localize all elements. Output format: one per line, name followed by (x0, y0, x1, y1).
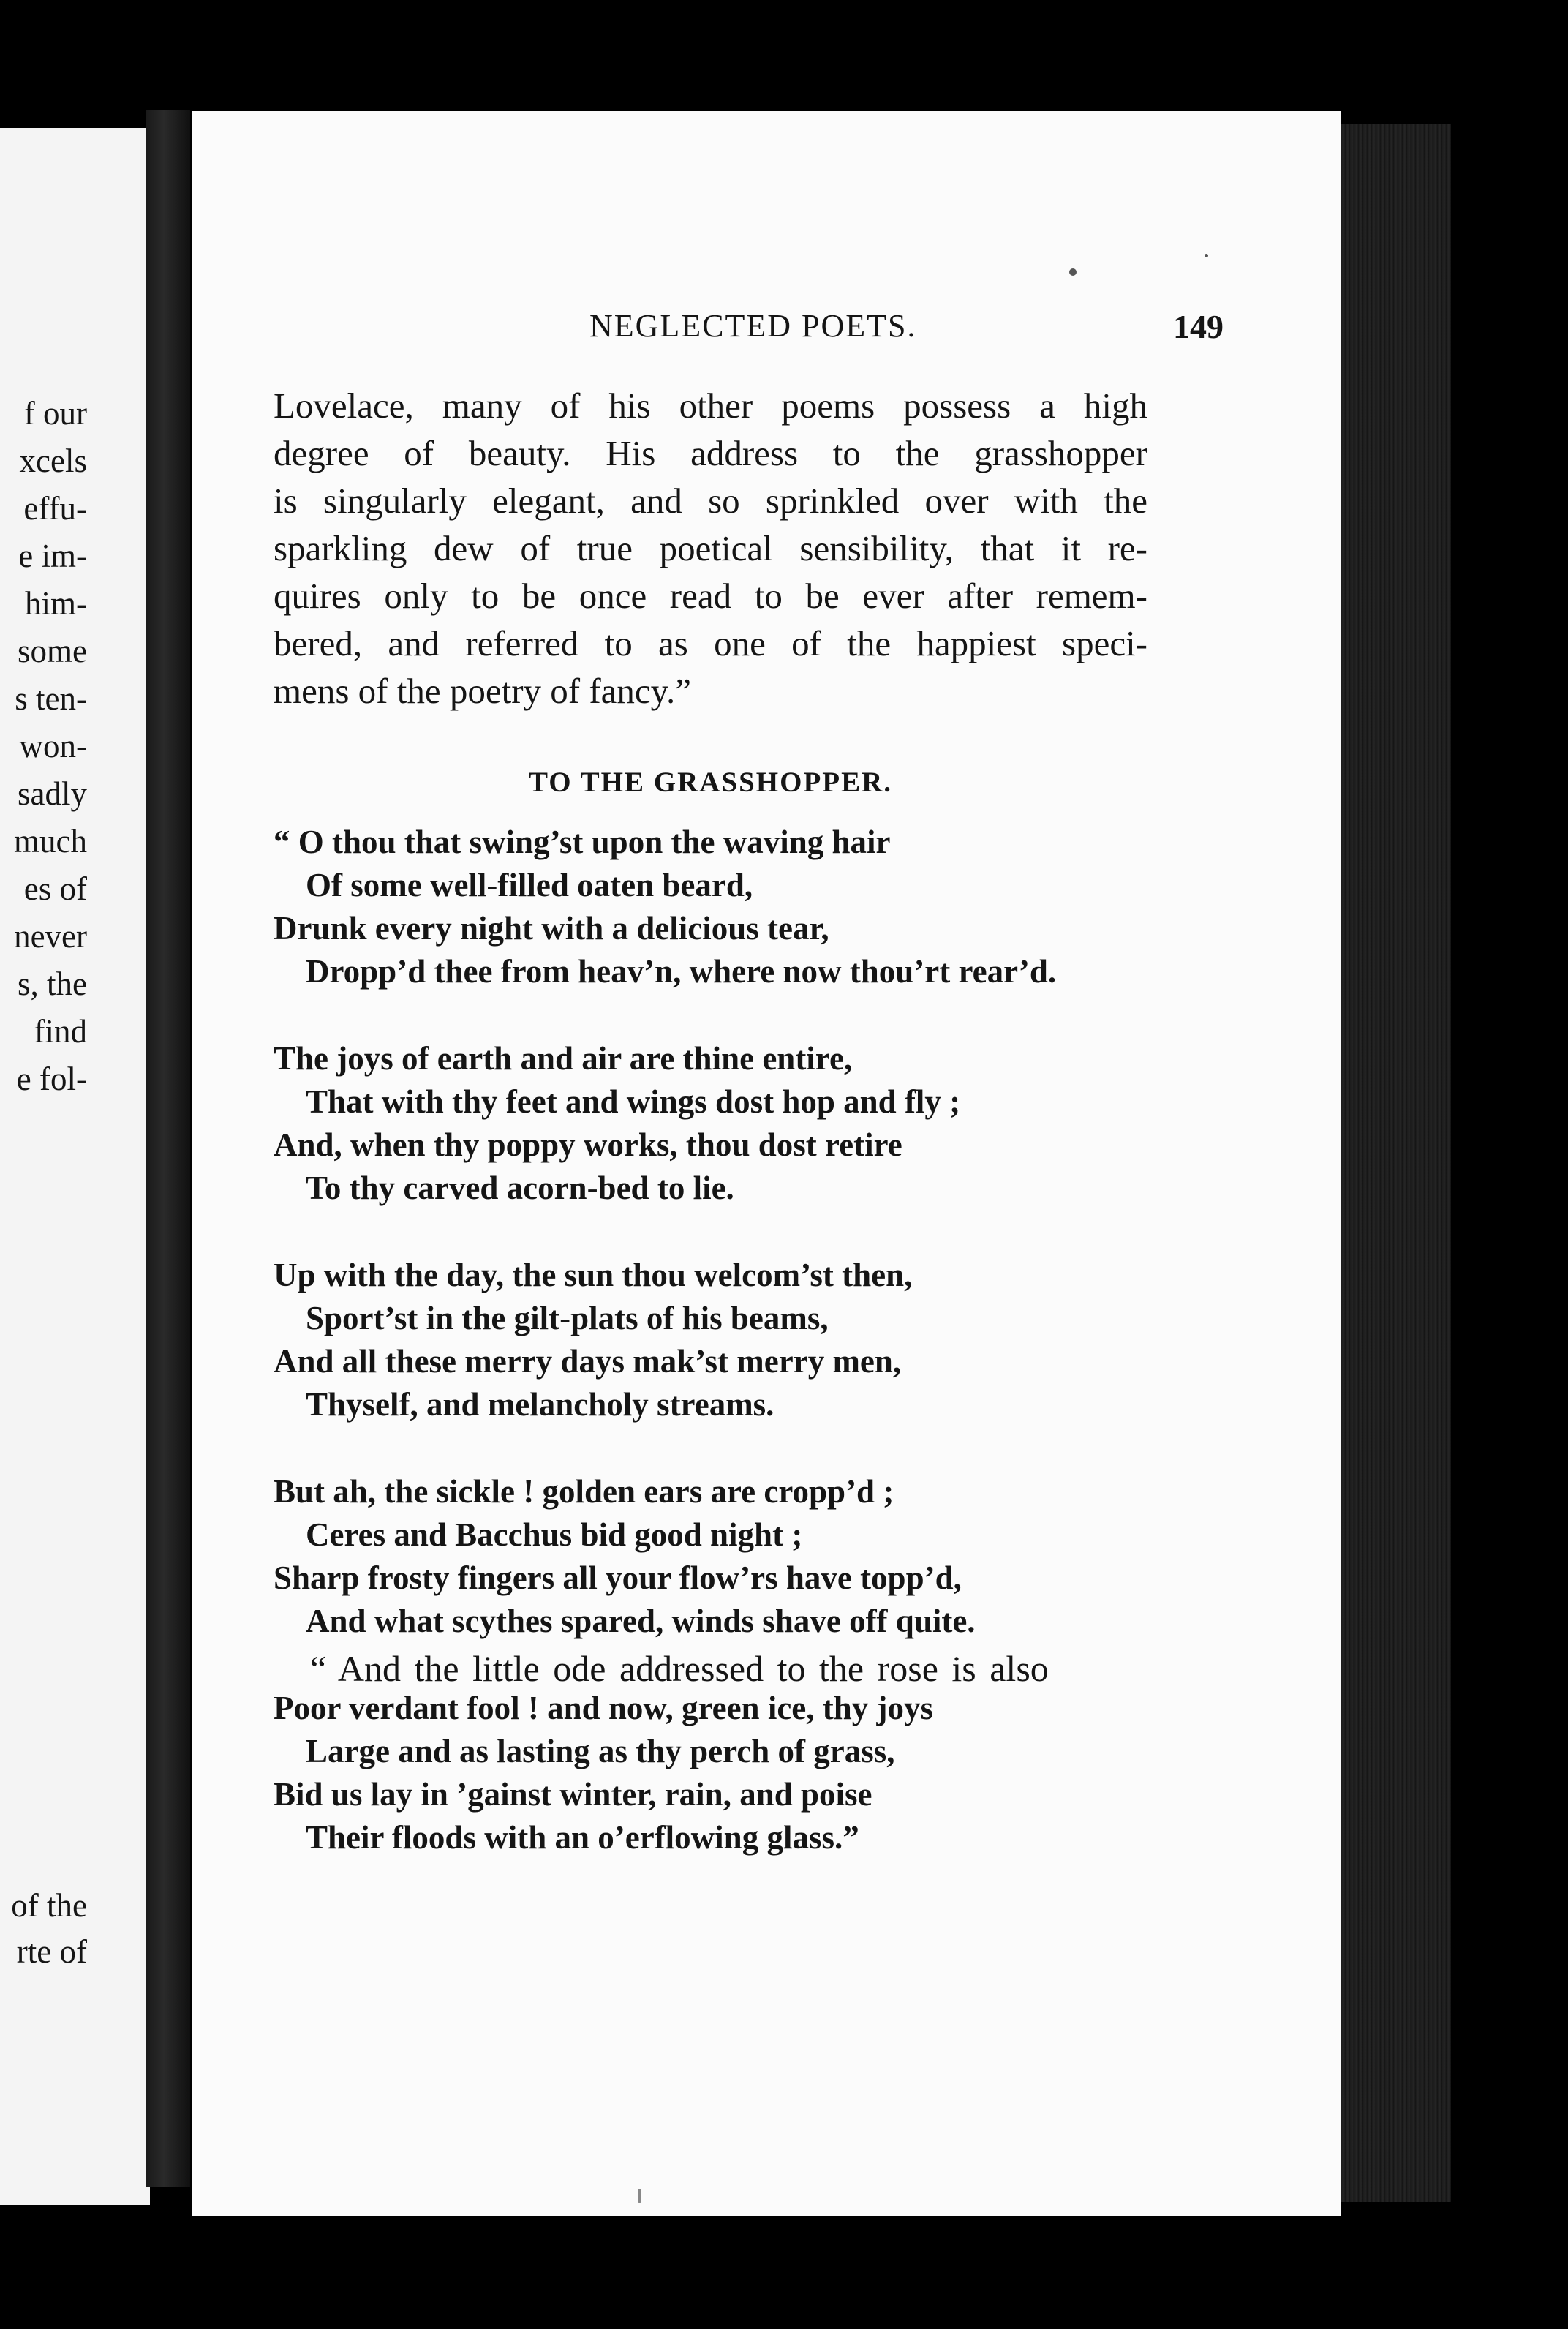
stanza (274, 1687, 1173, 1859)
left-page-line: xcels (19, 443, 87, 479)
left-page-line: es of (23, 870, 87, 907)
left-page-line: sadly (18, 775, 87, 812)
paper-speck (638, 2189, 641, 2203)
verse-line: Sharp frosty fingers all your flow’rs have topp’d, (274, 1559, 962, 1596)
verse-line: That with thy feet and wings dost hop and fly ; (306, 1083, 961, 1120)
verse-line: Of some well-filled oaten beard, (306, 867, 753, 903)
verse-line: Up with the day, the sun thou welcom’st then, (274, 1257, 913, 1293)
prose-line: bered, and referred to as one of the happiest speci- (274, 623, 1147, 663)
left-page-line: much (14, 823, 87, 859)
verse-line: Sport’st in the gilt-plats of his beams, (306, 1300, 829, 1336)
left-page-line: never (14, 918, 87, 955)
prose-line: degree of beauty. His address to the grasshopper (274, 433, 1147, 473)
verse-line: Dropp’d thee from heav’n, where now thou’rt rear’d. (306, 953, 1057, 990)
page-block-edge (1341, 124, 1451, 2202)
verse-line: Drunk every night with a delicious tear, (274, 910, 829, 947)
closing-line: “ And the little ode addressed to the rose is also (310, 1648, 1049, 1689)
verse-line: And, when thy poppy works, thou dost retire (274, 1126, 902, 1163)
stanza (274, 821, 1173, 993)
verse-line: Ceres and Bacchus bid good night ; (306, 1516, 803, 1553)
verse-line: Poor verdant fool ! and now, green ice, thy joys (274, 1690, 934, 1726)
left-page-line: won- (19, 728, 87, 764)
stanza (274, 1254, 1173, 1426)
left-page-line: him- (25, 585, 87, 622)
verse-line: “ O thou that swing’st upon the waving hair (274, 824, 891, 860)
verse-line: But ah, the sickle ! golden ears are cropp’d ; (274, 1473, 894, 1510)
verse-line: Their floods with an o’erflowing glass.” (306, 1819, 859, 1856)
prose-line: sparkling dew of true poetical sensibility, that it re- (274, 528, 1147, 568)
verse-line: Large and as lasting as thy perch of grass, (306, 1733, 895, 1769)
verse-line: To thy carved acorn-bed to lie. (306, 1170, 734, 1206)
verse-line: And what scythes spared, winds shave off quite. (306, 1603, 976, 1639)
verse-line: Bid us lay in ’gainst winter, rain, and poise (274, 1776, 872, 1813)
left-page-line: s ten- (15, 680, 87, 717)
left-page-line: f our (23, 395, 87, 432)
paper-speck (1069, 268, 1077, 276)
left-page-line: e im- (18, 538, 87, 574)
left-page-line: effu- (23, 490, 87, 527)
left-page-line: e fol- (16, 1061, 87, 1097)
previous-page-fragment (0, 128, 150, 2205)
prose-line: Lovelace, many of his other poems possess a high (274, 385, 1147, 426)
verse-line: The joys of earth and air are thine entire, (274, 1040, 853, 1077)
poem (274, 821, 1173, 1903)
left-page-line: s, the (18, 966, 87, 1002)
running-head: NEGLECTED POETS. (589, 308, 917, 344)
prose-line: quires only to be once read to be ever after remem- (274, 576, 1147, 616)
stanza (274, 1037, 1173, 1210)
prose-paragraph (274, 382, 1147, 715)
book-gutter (146, 110, 190, 2187)
prose-line: mens of the poetry of fancy.” (274, 671, 691, 711)
left-page-line: of the (11, 1887, 87, 1924)
left-page-line: some (18, 633, 87, 669)
left-page-line: rte of (16, 1933, 87, 1970)
verse-line: Thyself, and melancholy streams. (306, 1386, 774, 1423)
paper-speck (1205, 254, 1208, 257)
verse-line: And all these merry days mak’st merry men, (274, 1343, 902, 1380)
page-number: 149 (1173, 308, 1224, 345)
prose-line: is singularly elegant, and so sprinkled over with the (274, 481, 1147, 521)
book-page (192, 111, 1341, 2216)
stanza (274, 1470, 1173, 1643)
left-page-line: find (34, 1013, 87, 1050)
poem-title: TO THE GRASSHOPPER. (528, 767, 893, 798)
